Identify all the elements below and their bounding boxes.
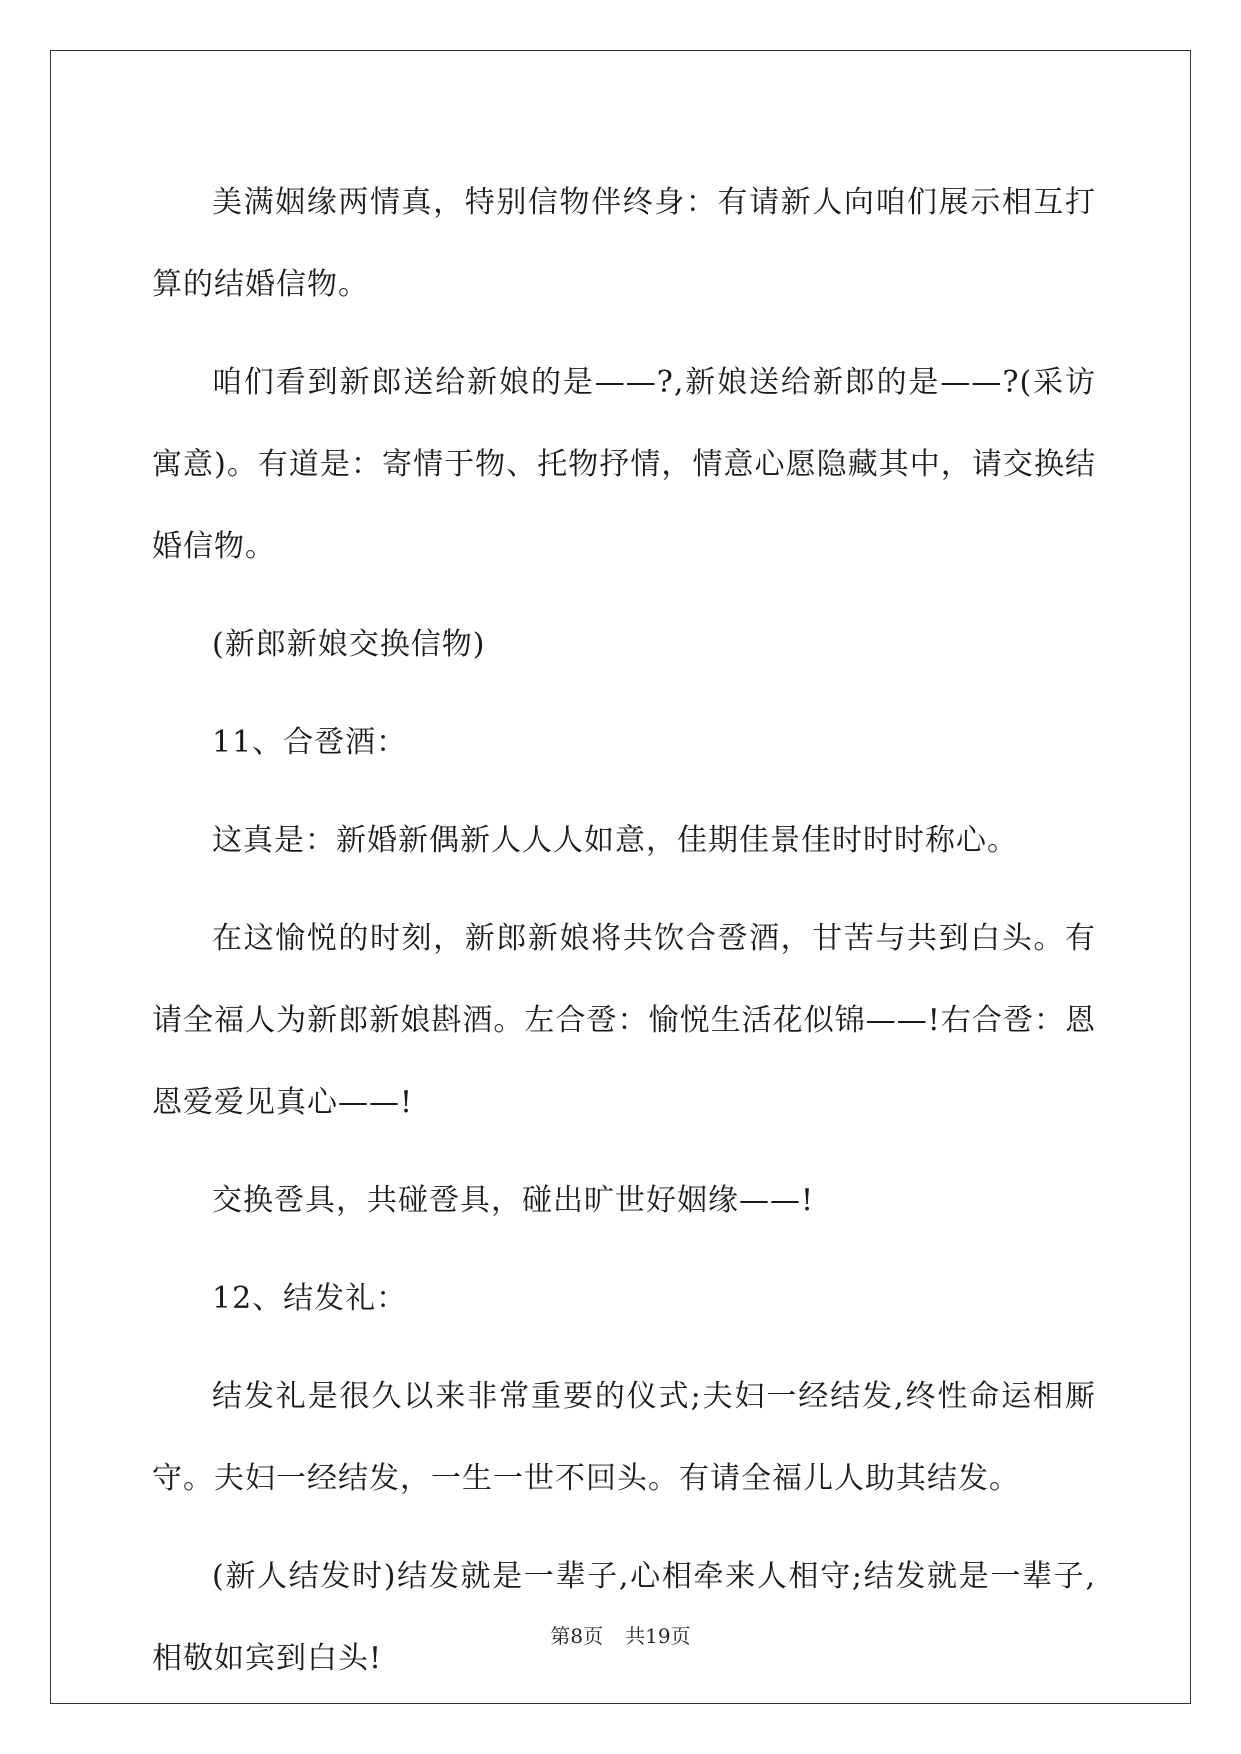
paragraph-2: 咱们看到新郎送给新娘的是——?,新娘送给新郎的是——?(采访寓意)。有道是：寄情于物、托物抒情，情意心愿隐藏其中，请交换结婚信物。 bbox=[152, 365, 1096, 564]
section-heading-11: 11、合卺酒： bbox=[212, 725, 408, 760]
paragraph-7: 交换卺具，共碰卺具，碰出旷世好姻缘——! bbox=[212, 1183, 815, 1218]
paragraph-10: (新人结发时)结发就是一辈子,心相牵来人相守;结发就是一辈子,相敬如宾到白头! bbox=[152, 1559, 1096, 1676]
paragraph-1: 美满姻缘两情真，特别信物伴终身：有请新人向咱们展示相互打算的结婚信物。 bbox=[152, 185, 1096, 302]
document-body bbox=[152, 162, 1096, 1716]
section-heading-12: 12、结发礼： bbox=[212, 1281, 408, 1316]
paragraph-9: 结发礼是很久以来非常重要的仪式;夫妇一经结发,终性命运相厮守。夫妇一经结发，一生一世不回头。有请全福儿人助其结发。 bbox=[152, 1379, 1096, 1496]
page-total: 共19页 bbox=[625, 1624, 691, 1648]
paragraph-3: (新郎新娘交换信物) bbox=[212, 627, 486, 662]
paragraph-5: 这真是：新婚新偶新人人人如意，佳期佳景佳时时时称心。 bbox=[212, 823, 1018, 858]
paragraph-6: 在这愉悦的时刻，新郎新娘将共饮合卺酒，甘苦与共到白头。有请全福人为新郎新娘斟酒。左合卺：愉悦生活花似锦——!右合卺：恩恩爱爱见真心——! bbox=[152, 921, 1096, 1120]
page-footer bbox=[0, 1620, 1241, 1649]
page-number: 第8页 bbox=[550, 1624, 604, 1648]
